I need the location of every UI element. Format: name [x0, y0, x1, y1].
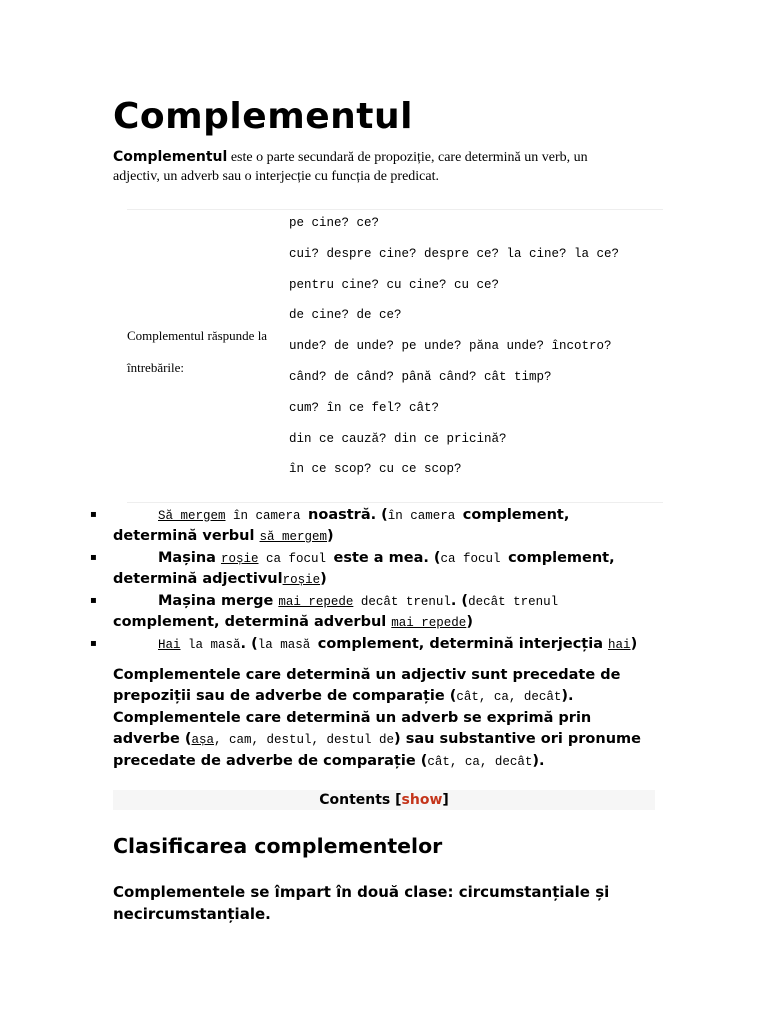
question-item: pe cine? ce?: [289, 216, 380, 230]
intro-term: Complementul: [113, 149, 228, 165]
question-item: pentru cine? cu cine? cu ce?: [289, 277, 500, 292]
questions-list: [289, 215, 619, 492]
contents-show-toggle[interactable]: show: [401, 792, 443, 808]
question-item: din ce cauză? din ce pricină?: [289, 431, 507, 446]
example-item: ▪ Mașina roșie ca focul este a mea. (ca focul complement, determină adjectivulroșie): [90, 550, 615, 587]
example-item: ▪ Să mergem în camera noastră. (în camera complement, determină verbul să mergem): [90, 507, 570, 544]
example-link[interactable]: roșie: [220, 552, 259, 566]
question-item: cum? în ce fel? cât?: [289, 400, 440, 415]
page-title: Complementul: [113, 96, 413, 137]
bullet-icon: ▪: [90, 509, 97, 520]
example-link[interactable]: Hai: [158, 638, 181, 652]
examples-list: [90, 505, 650, 656]
section-text: Complementele se împart în două clase: circumstanțiale și necircumstanțiale.: [113, 883, 610, 923]
bullet-icon: ▪: [90, 552, 97, 563]
example-link[interactable]: să mergem: [259, 530, 328, 544]
example-link[interactable]: hai: [608, 638, 631, 652]
example-link[interactable]: Să mergem: [158, 509, 226, 523]
intro-paragraph: [113, 148, 633, 186]
intro-text: este o parte secundară de propoziție, care determină un verb, un adjectiv, un adverb sau o interjecție cu funcția de predicat.: [113, 150, 588, 184]
example-item: ▪ Mașina merge mai repede decât trenul. (decât trenul complement, determină adverbul mai repede): [90, 593, 559, 630]
question-item: cui? despre cine? despre ce? la cine? la ce?: [289, 246, 620, 261]
contents-box: Contents [show]: [113, 790, 655, 810]
bullet-icon: ▪: [90, 595, 97, 606]
question-item: când? de când? până când? cât timp?: [289, 369, 552, 384]
questions-table: [127, 209, 663, 503]
bullet-icon: ▪: [90, 638, 97, 649]
example-item: ▪ Hai la masă. (la masă complement, determină interjecția hai): [90, 636, 638, 652]
example-link[interactable]: mai repede: [391, 616, 467, 630]
rules-paragraph: Complementele care determină un adjectiv sunt precedate de prepoziții sau de adverbe de comparație (cât, ca, decât). Complementele care determină un adverb se exprimă prin adverbe (așa, cam, destul, destul de) sau substantive ori pronume precedate de adverbe de comparație (cât, ca, decât).: [113, 667, 641, 769]
example-link[interactable]: mai repede: [278, 595, 354, 609]
contents-label: Contents: [319, 792, 391, 808]
questions-label: Complementul răspunde la întrebările:: [127, 328, 268, 375]
question-item: de cine? de ce?: [289, 308, 402, 323]
example-link[interactable]: așa: [191, 733, 215, 747]
question-item: unde? de unde? pe unde? păna unde? încotro?: [289, 339, 612, 354]
question-item: în ce scop? cu ce scop?: [289, 462, 462, 477]
section-heading: Clasificarea complementelor: [113, 834, 443, 858]
example-link[interactable]: roșie: [282, 573, 321, 587]
